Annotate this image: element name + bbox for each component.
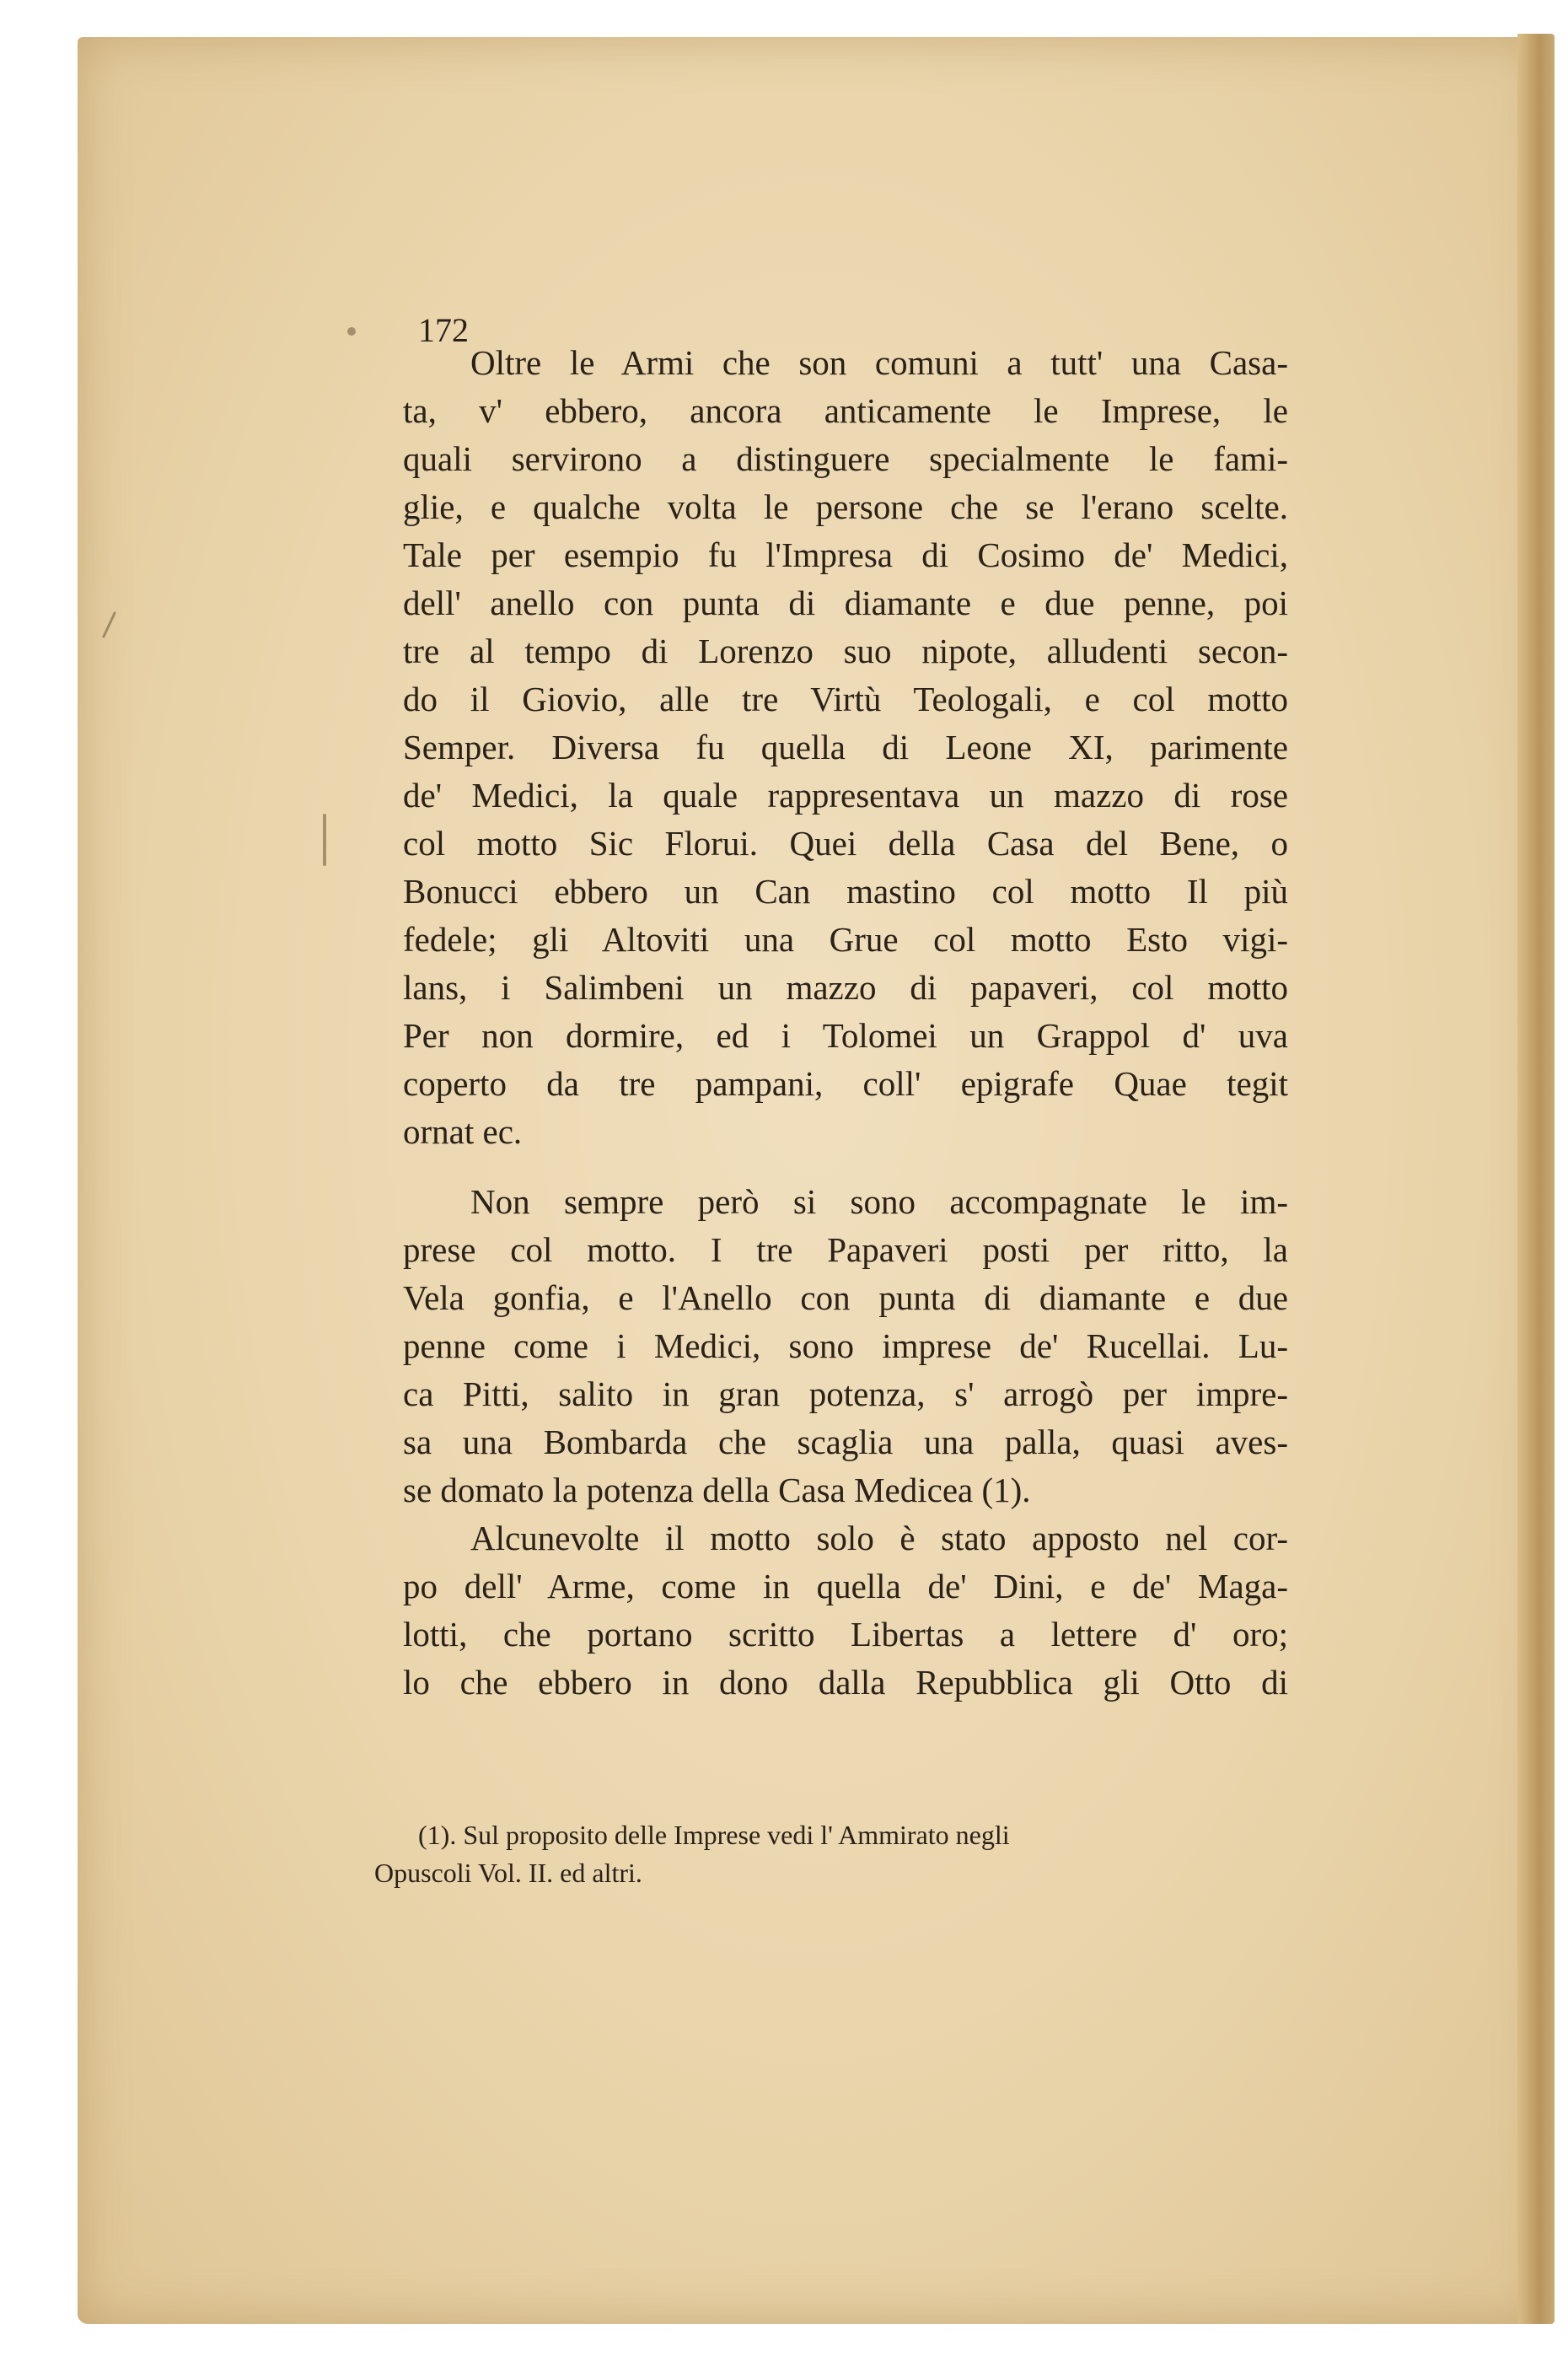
text-line: glie, e qualche volta le persone che se l'erano scelte. [403, 487, 1288, 526]
paper-blemish [347, 327, 356, 336]
text-line: po dell' Arme, come in quella de' Dini, e de' Maga- [403, 1567, 1288, 1605]
paragraph-3 [403, 1514, 1288, 1707]
text-line: penne come i Medici, sono imprese de' Rucellai. Lu- [403, 1326, 1288, 1365]
text-line: Bonucci ebbero un Can mastino col motto Il più [403, 872, 1288, 911]
text-line: lo che ebbero in dono dalla Repubblica gli Otto di [403, 1663, 1288, 1702]
text-line: Semper. Diversa fu quella di Leone XI, parimente [403, 728, 1288, 766]
text-line: se domato la potenza della Casa Medicea (1). [403, 1471, 1031, 1509]
text-line: lans, i Salimbeni un mazzo di papaveri, col motto [403, 968, 1288, 1007]
text-line: ca Pitti, salito in gran potenza, s' arrogò per impre- [403, 1374, 1288, 1413]
text-line: prese col motto. I tre Papaveri posti per ritto, la [403, 1230, 1288, 1269]
footnote-line: Opuscoli Vol. II. ed altri. [374, 1858, 642, 1888]
text-line: ta, v' ebbero, ancora anticamente le Imprese, le [403, 391, 1288, 430]
paragraph-2 [403, 1178, 1288, 1514]
text-line: de' Medici, la quale rappresentava un mazzo di rose [403, 776, 1288, 815]
text-line: Vela gonfia, e l'Anello con punta di diamante e due [403, 1278, 1288, 1317]
paragraph-1 [403, 339, 1288, 1156]
text-line: tre al tempo di Lorenzo suo nipote, alludenti secon- [403, 632, 1288, 670]
text-line: do il Giovio, alle tre Virtù Teologali, e col motto [403, 680, 1288, 718]
page-number: 172 [418, 311, 469, 349]
text-line: sa una Bombarda che scaglia una palla, quasi aves- [403, 1423, 1288, 1461]
text-line: Per non dormire, ed i Tolomei un Grappol d' uva [403, 1016, 1288, 1055]
text-line: Alcunevolte il motto solo è stato apposto nel cor- [470, 1519, 1288, 1557]
text-line: col motto Sic Florui. Quei della Casa del Bene, o [403, 824, 1288, 863]
text-line: quali servirono a distinguere specialmente le fami- [403, 439, 1288, 478]
footnote [374, 1816, 1259, 1892]
text-line: fedele; gli Altoviti una Grue col motto Esto vigi- [403, 920, 1288, 959]
text-line: Tale per esempio fu l'Impresa di Cosimo de' Medici, [403, 535, 1288, 574]
page-edge [1517, 34, 1555, 2324]
paper-blemish [323, 814, 326, 866]
text-line: dell' anello con punta di diamante e due penne, poi [403, 584, 1288, 622]
text-line: Non sempre però si sono accompagnate le im- [470, 1182, 1288, 1221]
text-line: lotti, che portano scritto Libertas a lettere d' oro; [403, 1615, 1288, 1654]
text-line: coperto da tre pampani, coll' epigrafe Quae tegit [403, 1064, 1288, 1103]
footnote-line: (1). Sul proposito delle Imprese vedi l' Ammirato negli [418, 1820, 1010, 1850]
text-line: Oltre le Armi che son comuni a tutt' una Casa- [470, 343, 1288, 382]
text-line: ornat ec. [403, 1112, 523, 1151]
